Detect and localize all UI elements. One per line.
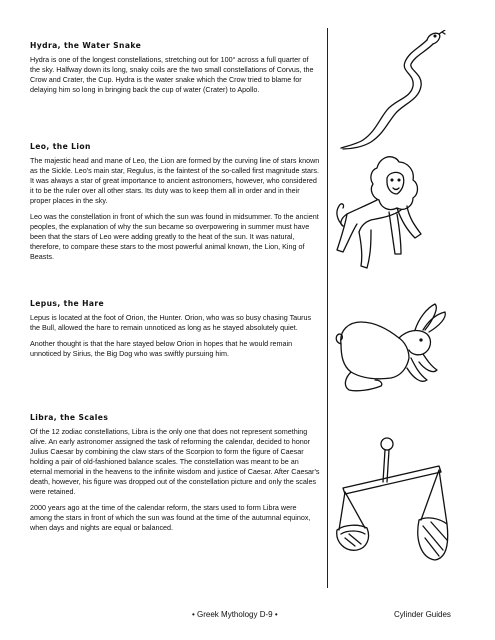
section-leo: [30, 142, 320, 268]
libra-scales-illustration: [335, 430, 450, 580]
hydra-snake-illustration: [335, 30, 450, 150]
section-title: Libra, the Scales: [30, 413, 109, 422]
leo-lion-illustration: [335, 150, 455, 280]
paragraph: Another thought is that the hare stayed below Orion in hopes that he would remain unnoticed by Sirius, the Big Dog who was swiftly pursuing him.: [30, 339, 293, 358]
section-hydra: [30, 41, 320, 101]
lepus-hare-illustration: [335, 300, 450, 400]
paragraph: Hydra is one of the longest constellations, stretching out for 100° across a full quarter of the sky. Halfway down its long, snaky coils are the two small constellations of Corvus, the Crow and Crater, the Cup. Hydra is the water snake which the Crow tried to blame for delaying him so long in bringing back the cup of water (Crater) to Apollo.: [30, 55, 314, 94]
footer-brand: Cylinder Guides: [394, 610, 451, 619]
section-title: Leo, the Lion: [30, 142, 91, 151]
paragraph: Leo was the constellation in front of which the sun was found in midsummer. To the ancient peoples, the explanation of why the sun became so overpowering in summer must have been that the stars of Leo were adding greatly to the heat of the sun. It was natural, therefore, to compare these stars to the most powerful animal known, the Lion, King of Beasts.: [30, 212, 319, 261]
footer-page-label: • Greek Mythology D-9 •: [192, 610, 278, 619]
column-divider: [327, 28, 328, 588]
paragraph: Lepus is located at the foot of Orion, the Hunter. Orion, who was so busy chasing Taurus the Bull, allowed the hare to remain unnoticed as long as he stayed absolutely quiet.: [30, 313, 312, 332]
section-title: Lepus, the Hare: [30, 299, 105, 308]
section-lepus: [30, 299, 320, 365]
section-title: Hydra, the Water Snake: [30, 41, 142, 50]
paragraph: Of the 12 zodiac constellations, Libra is the only one that does not represent something alive. An early astronomer assigned the task of reforming the calendar, decided to honor Julius Caesar by combining the claw stars of the Scorpion to form the figure of Caesar holding a pair of old-fashioned balance scales. The constellation was meant to be an eternal memorial in the heavens to the infinite wisdom and justice of Caesar. After Caesar's death, however, his figure was dropped out of the constellation picture and only the scales were retained.: [30, 427, 320, 496]
section-libra: [30, 413, 320, 539]
paragraph: 2000 years ago at the time of the calendar reform, the stars used to form Libra were among the stars in front of which the sun was found at the time of the autumnal equinox, when days and nights are equal or balanced.: [30, 503, 311, 532]
paragraph: The majestic head and mane of Leo, the Lion are formed by the curving line of stars known as the Sickle. Leo's main star, Regulus, is the faintest of the so-called first magnitude stars. It was always a star of great importance to ancient astronomers, however, who considered it to be the ruler over all other stars. Its duty was to keep them all in order and in their proper places in the sky.: [30, 156, 320, 205]
